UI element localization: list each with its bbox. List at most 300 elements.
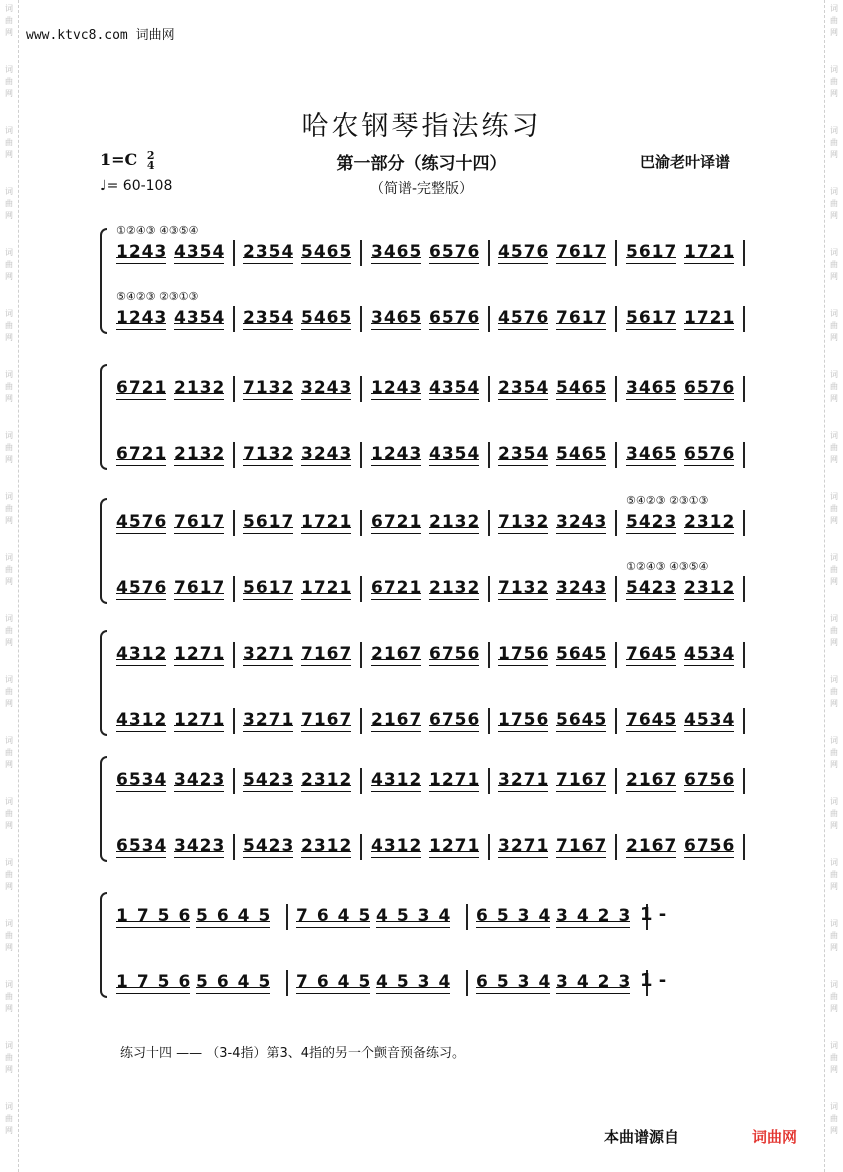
watermark-glyph: 曲 [5, 443, 13, 452]
score-title: 哈农钢琴指法练习 [301, 111, 542, 142]
bar-line [233, 442, 235, 468]
note-group: 3465 [371, 308, 423, 328]
note-group: 6534 [476, 906, 560, 926]
bar-line [743, 768, 745, 794]
watermark-glyph: 词 [830, 1102, 838, 1111]
measure [498, 644, 625, 668]
bar-line [743, 510, 745, 536]
system-brace [100, 892, 107, 998]
watermark-glyph: 曲 [830, 565, 838, 574]
watermark-glyph: 曲 [830, 260, 838, 269]
note-group: 3243 [301, 444, 353, 464]
note-group: 7132 [498, 578, 550, 598]
measure [476, 972, 656, 996]
score-version: （简谱-完整版） [369, 181, 474, 197]
watermark-glyph: 词 [5, 736, 13, 745]
watermark-glyph: 网 [5, 821, 13, 830]
bar-line [488, 576, 490, 602]
note-group: 7645 [626, 710, 678, 730]
measure [498, 378, 625, 402]
note-group: 4534 [376, 972, 460, 992]
bar-line [360, 768, 362, 794]
watermark-glyph: 网 [5, 28, 13, 37]
watermark-glyph: 网 [5, 516, 13, 525]
note-group: 2132 [174, 444, 226, 464]
watermark-glyph: 词 [5, 492, 13, 501]
measure [498, 444, 625, 468]
note-group: 3423 [556, 972, 640, 992]
footer-brand[interactable]: 词曲网 [752, 1128, 798, 1146]
note-group: 2354 [243, 308, 295, 328]
bar-line [743, 642, 745, 668]
note-group: 6721 [371, 512, 423, 532]
watermark-glyph: 网 [5, 638, 13, 647]
measure [243, 836, 370, 860]
measure [116, 578, 243, 602]
watermark-glyph: 网 [830, 150, 838, 159]
watermark-glyph: 曲 [830, 443, 838, 452]
bar-line [233, 306, 235, 332]
note-group: 4534 [684, 644, 736, 664]
bar-line [233, 240, 235, 266]
note-group: 2167 [626, 770, 678, 790]
note-group: 5617 [243, 578, 295, 598]
note-group: 3271 [243, 644, 295, 664]
note-group: 3465 [626, 444, 678, 464]
bar-line [615, 708, 617, 734]
watermark-glyph: 网 [830, 638, 838, 647]
measure [116, 644, 243, 668]
measure [243, 578, 370, 602]
watermark-glyph: 曲 [830, 687, 838, 696]
watermark-glyph: 网 [5, 577, 13, 586]
bar-line [360, 642, 362, 668]
note-group: 4312 [371, 770, 423, 790]
measure [371, 644, 498, 668]
note-group: 1243 [116, 242, 168, 262]
note-group: 7132 [243, 378, 295, 398]
measure [498, 242, 625, 266]
watermark-glyph: 网 [830, 943, 838, 952]
measure [498, 710, 625, 734]
measure [626, 308, 753, 332]
system-brace [100, 228, 107, 334]
watermark-glyph: 网 [5, 1126, 13, 1135]
note-group: 7617 [556, 308, 608, 328]
note-group: 4576 [498, 242, 550, 262]
measure [626, 836, 753, 860]
watermark-glyph: 网 [830, 882, 838, 891]
measure [371, 378, 498, 402]
watermark-glyph: 词 [5, 309, 13, 318]
watermark-glyph: 词 [5, 553, 13, 562]
lower-fingering: ⑤④②③ ②③①③ [116, 290, 199, 303]
right-margin-strip [824, 0, 843, 1172]
note-group: 2167 [626, 836, 678, 856]
bar-line [743, 240, 745, 266]
measure [243, 512, 370, 536]
note-group: 6576 [684, 444, 736, 464]
measure [116, 710, 243, 734]
bar-line [360, 306, 362, 332]
bar-line [488, 306, 490, 332]
note-group: 3271 [243, 710, 295, 730]
note-group: 6534 [476, 972, 560, 992]
watermark-glyph: 曲 [5, 870, 13, 879]
note-group: 1756 [498, 644, 550, 664]
note-group: 5465 [301, 242, 353, 262]
watermark-glyph: 词 [830, 187, 838, 196]
note-group: 1721 [301, 578, 353, 598]
note-group: 2132 [174, 378, 226, 398]
watermark-glyph: 网 [5, 455, 13, 464]
note-group: 6534 [116, 770, 168, 790]
note-group: 3423 [174, 836, 226, 856]
note-group: 2312 [684, 512, 736, 532]
bar-line [615, 642, 617, 668]
watermark-glyph: 词 [830, 919, 838, 928]
note-group: 4576 [116, 578, 168, 598]
watermark-glyph: 曲 [5, 809, 13, 818]
note-group: 6756 [684, 836, 736, 856]
watermark-glyph: 曲 [830, 992, 838, 1001]
watermark-glyph: 词 [830, 492, 838, 501]
watermark-glyph: 曲 [5, 748, 13, 757]
measure [371, 578, 498, 602]
bar-line [360, 708, 362, 734]
bar-line [615, 442, 617, 468]
watermark-glyph: 网 [5, 1065, 13, 1074]
score-subtitle: 第一部分（练习十四） [336, 154, 507, 174]
watermark-glyph: 词 [830, 65, 838, 74]
note-group: 3465 [371, 242, 423, 262]
note-group: 7617 [174, 578, 226, 598]
note-group: 6721 [116, 444, 168, 464]
note-group: 5645 [196, 906, 280, 926]
site-url[interactable]: www.ktvc8.com 词曲网 [26, 28, 175, 43]
watermark-glyph: 曲 [5, 199, 13, 208]
bar-line [488, 376, 490, 402]
note-group: 1243 [371, 378, 423, 398]
watermark-glyph: 曲 [830, 809, 838, 818]
watermark-glyph: 曲 [5, 77, 13, 86]
note-group: 1756 [498, 710, 550, 730]
system-brace [100, 498, 107, 604]
measure [626, 710, 753, 734]
bar-line [233, 834, 235, 860]
watermark-glyph: 曲 [5, 1053, 13, 1062]
bar-line [360, 442, 362, 468]
watermark-glyph: 词 [830, 858, 838, 867]
watermark-glyph: 网 [830, 516, 838, 525]
watermark-glyph: 词 [5, 614, 13, 623]
measure [116, 972, 296, 996]
watermark-glyph: 词 [830, 614, 838, 623]
watermark-glyph: 词 [830, 1041, 838, 1050]
watermark-glyph: 词 [5, 858, 13, 867]
watermark-glyph: 网 [830, 333, 838, 342]
watermark-glyph: 曲 [5, 565, 13, 574]
left-margin-strip [0, 0, 19, 1172]
note-group: 6756 [429, 644, 481, 664]
watermark-glyph: 曲 [5, 260, 13, 269]
watermark-glyph: 词 [830, 248, 838, 257]
bar-line [466, 970, 468, 996]
watermark-glyph: 网 [5, 211, 13, 220]
note-group: 4312 [116, 710, 168, 730]
note-group: 2354 [498, 378, 550, 398]
watermark-glyph: 词 [5, 675, 13, 684]
note-group: 3271 [498, 770, 550, 790]
measure [498, 308, 625, 332]
bar-line [488, 708, 490, 734]
note-group: 4354 [174, 308, 226, 328]
note-group: 1721 [684, 242, 736, 262]
bar-line [743, 442, 745, 468]
note-group: 5645 [196, 972, 280, 992]
watermark-glyph: 词 [5, 126, 13, 135]
watermark-glyph: 网 [830, 211, 838, 220]
watermark-glyph: 网 [830, 1004, 838, 1013]
watermark-glyph: 网 [830, 1065, 838, 1074]
bar-line [615, 306, 617, 332]
watermark-glyph: 曲 [830, 138, 838, 147]
measure [498, 836, 625, 860]
measure [243, 378, 370, 402]
note-group: 1756 [116, 972, 200, 992]
note-group: 7167 [556, 836, 608, 856]
bar-line [488, 768, 490, 794]
lower-fingering: ①②④③ ④③⑤④ [626, 560, 709, 573]
measure [116, 444, 243, 468]
system-brace [100, 756, 107, 862]
note-group: 6721 [371, 578, 423, 598]
watermark-glyph: 曲 [5, 626, 13, 635]
note-group: 5423 [626, 512, 678, 532]
measure [116, 770, 243, 794]
watermark-glyph: 曲 [830, 1053, 838, 1062]
measure [626, 770, 753, 794]
note-group: 7645 [626, 644, 678, 664]
measure [371, 512, 498, 536]
bar-line [615, 240, 617, 266]
note-group: 7167 [301, 644, 353, 664]
watermark-glyph: 网 [830, 821, 838, 830]
bar-line [360, 510, 362, 536]
measure [626, 444, 753, 468]
watermark-glyph: 网 [5, 150, 13, 159]
measure [498, 770, 625, 794]
measure [116, 512, 243, 536]
note-group: 7167 [556, 770, 608, 790]
watermark-glyph: 曲 [830, 626, 838, 635]
note-group: 5423 [243, 836, 295, 856]
watermark-glyph: 词 [830, 431, 838, 440]
measure [626, 578, 753, 602]
measure [116, 378, 243, 402]
watermark-glyph: 曲 [5, 16, 13, 25]
watermark-glyph: 曲 [830, 382, 838, 391]
note-group: 1271 [174, 710, 226, 730]
note-group: 3465 [626, 378, 678, 398]
bar-line [466, 904, 468, 930]
measure [116, 242, 243, 266]
measure [296, 972, 476, 996]
bar-line [360, 834, 362, 860]
note-group: 2312 [301, 770, 353, 790]
note-group: 4312 [116, 644, 168, 664]
time-numerator: 2 [146, 148, 155, 162]
bar-line [743, 376, 745, 402]
note-group: 3243 [301, 378, 353, 398]
note-group: 7617 [556, 242, 608, 262]
system-brace [100, 364, 107, 470]
watermark-glyph: 网 [5, 760, 13, 769]
bar-line [743, 834, 745, 860]
note-group: 6576 [429, 242, 481, 262]
note-group: 2354 [498, 444, 550, 464]
watermark-glyph: 网 [5, 394, 13, 403]
note-group: 1271 [429, 836, 481, 856]
note-group: 5617 [626, 242, 678, 262]
note-group: 5617 [243, 512, 295, 532]
final-note: 1 - [640, 904, 667, 925]
measure [626, 242, 753, 266]
time-denominator: 4 [146, 158, 155, 172]
watermark-glyph: 词 [5, 431, 13, 440]
note-group: 4354 [429, 444, 481, 464]
bar-line [286, 970, 288, 996]
bar-line [615, 376, 617, 402]
bar-line [615, 768, 617, 794]
note-group: 2354 [243, 242, 295, 262]
note-group: 6576 [684, 378, 736, 398]
watermark-glyph: 曲 [830, 870, 838, 879]
measure [243, 444, 370, 468]
watermark-glyph: 网 [5, 89, 13, 98]
watermark-glyph: 词 [5, 980, 13, 989]
watermark-glyph: 网 [5, 333, 13, 342]
watermark-glyph: 网 [5, 272, 13, 281]
watermark-glyph: 词 [5, 370, 13, 379]
note-group: 7132 [498, 512, 550, 532]
note-group: 1721 [301, 512, 353, 532]
note-group: 5423 [626, 578, 678, 598]
watermark-glyph: 曲 [830, 931, 838, 940]
watermark-glyph: 词 [830, 797, 838, 806]
watermark-glyph: 曲 [5, 1114, 13, 1123]
note-group: 2167 [371, 644, 423, 664]
measure [116, 836, 243, 860]
watermark-glyph: 网 [830, 272, 838, 281]
watermark-glyph: 曲 [830, 748, 838, 757]
watermark-glyph: 曲 [5, 382, 13, 391]
note-group: 4534 [684, 710, 736, 730]
note-group: 6534 [116, 836, 168, 856]
measure [116, 906, 296, 930]
bar-line [488, 240, 490, 266]
note-group: 5645 [556, 710, 608, 730]
note-group: 6756 [429, 710, 481, 730]
watermark-glyph: 网 [830, 760, 838, 769]
exercise-footnote: 练习十四 —— （3-4指）第3、4指的另一个颤音预备练习。 [120, 1046, 466, 1061]
bar-line [233, 510, 235, 536]
watermark-glyph: 曲 [830, 504, 838, 513]
note-group: 1756 [116, 906, 200, 926]
bar-line [360, 240, 362, 266]
watermark-glyph: 词 [830, 980, 838, 989]
note-group: 3243 [556, 578, 608, 598]
measure [371, 242, 498, 266]
watermark-glyph: 词 [830, 309, 838, 318]
note-group: 5465 [556, 378, 608, 398]
measure [243, 308, 370, 332]
watermark-glyph: 词 [5, 187, 13, 196]
note-group: 4576 [116, 512, 168, 532]
note-group: 7617 [174, 512, 226, 532]
note-group: 4354 [174, 242, 226, 262]
bar-line [615, 510, 617, 536]
measure [243, 710, 370, 734]
note-group: 1271 [174, 644, 226, 664]
upper-fingering: ⑤④②③ ②③①③ [626, 494, 709, 507]
bar-line [488, 642, 490, 668]
note-group: 5465 [556, 444, 608, 464]
watermark-glyph: 曲 [830, 77, 838, 86]
watermark-glyph: 词 [830, 553, 838, 562]
note-group: 5423 [243, 770, 295, 790]
watermark-glyph: 网 [5, 699, 13, 708]
measure [243, 770, 370, 794]
bar-line [488, 834, 490, 860]
note-group: 5645 [556, 644, 608, 664]
note-group: 2132 [429, 512, 481, 532]
bar-line [233, 708, 235, 734]
final-note: 1 - [640, 970, 667, 991]
measure [371, 710, 498, 734]
note-group: 5465 [301, 308, 353, 328]
measure [371, 836, 498, 860]
note-group: 1243 [371, 444, 423, 464]
watermark-glyph: 曲 [5, 321, 13, 330]
upper-fingering: ①②④③ ④③⑤④ [116, 224, 199, 237]
bar-line [233, 642, 235, 668]
measure [371, 444, 498, 468]
watermark-glyph: 曲 [5, 992, 13, 1001]
measure [626, 644, 753, 668]
note-group: 6576 [429, 308, 481, 328]
watermark-glyph: 词 [5, 919, 13, 928]
note-group: 7167 [301, 710, 353, 730]
note-group: 4354 [429, 378, 481, 398]
note-group: 6721 [116, 378, 168, 398]
note-group: 3271 [498, 836, 550, 856]
watermark-glyph: 网 [5, 882, 13, 891]
note-group: 7645 [296, 906, 380, 926]
bar-line [488, 510, 490, 536]
bar-line [615, 576, 617, 602]
note-group: 1721 [684, 308, 736, 328]
watermark-glyph: 网 [830, 394, 838, 403]
watermark-glyph: 曲 [830, 1114, 838, 1123]
watermark-glyph: 词 [830, 126, 838, 135]
watermark-glyph: 词 [830, 4, 838, 13]
bar-line [615, 834, 617, 860]
note-group: 1271 [429, 770, 481, 790]
note-group: 3423 [556, 906, 640, 926]
watermark-glyph: 词 [5, 65, 13, 74]
bar-line [488, 442, 490, 468]
